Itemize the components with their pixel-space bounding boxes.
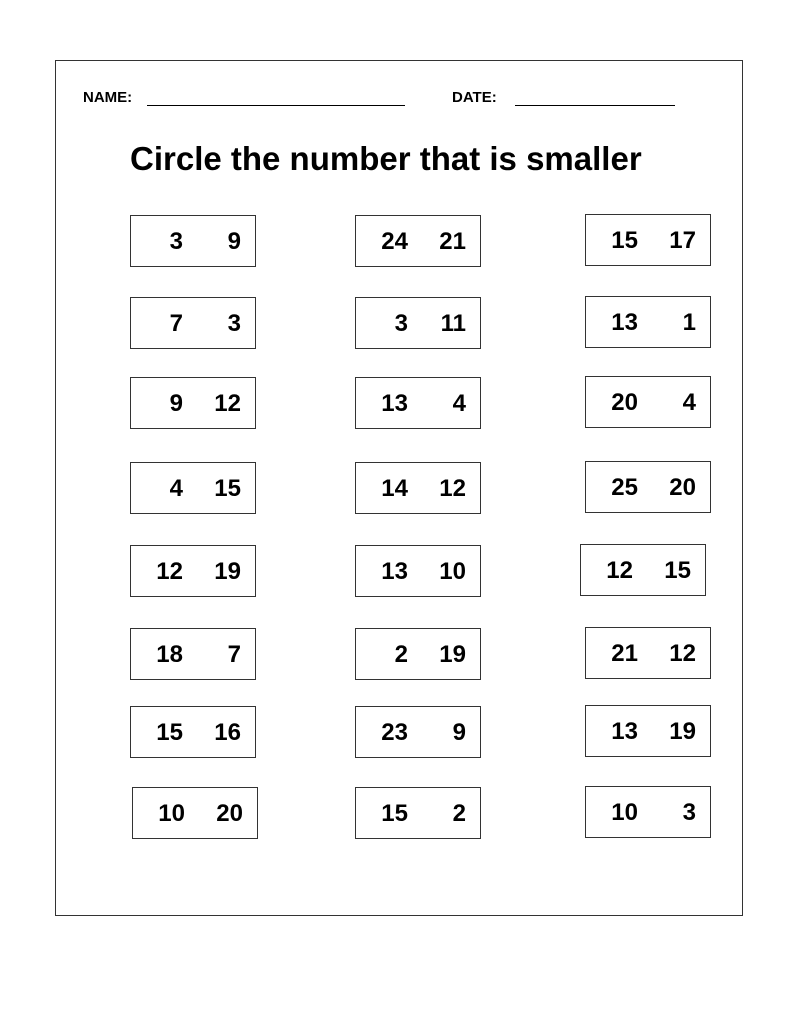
second-number[interactable]: 4: [452, 390, 466, 417]
second-number[interactable]: 4: [682, 389, 696, 416]
first-number[interactable]: 4: [169, 475, 183, 502]
first-number[interactable]: 12: [156, 558, 183, 585]
number-pair-box: [355, 628, 481, 680]
first-number[interactable]: 10: [611, 799, 638, 826]
number-pair-box: [130, 628, 256, 680]
first-number[interactable]: 7: [169, 310, 183, 337]
first-number[interactable]: 10: [158, 800, 185, 827]
name-label: NAME:: [83, 89, 133, 106]
number-pair-box: [585, 627, 711, 679]
first-number[interactable]: 20: [611, 389, 638, 416]
first-number[interactable]: 24: [381, 228, 408, 255]
number-pair-box: [585, 376, 711, 428]
number-pair-box: [580, 544, 706, 596]
number-pair-box: [585, 705, 711, 757]
second-number[interactable]: 2: [452, 800, 466, 827]
second-number[interactable]: 7: [227, 641, 241, 668]
name-field[interactable]: [147, 105, 405, 106]
second-number[interactable]: 15: [664, 557, 691, 584]
second-number[interactable]: 9: [227, 228, 241, 255]
first-number[interactable]: 15: [381, 800, 408, 827]
second-number[interactable]: 20: [669, 474, 696, 501]
second-number[interactable]: 19: [439, 641, 466, 668]
date-field[interactable]: [515, 105, 675, 106]
number-pair-box: [355, 462, 481, 514]
first-number[interactable]: 13: [381, 390, 408, 417]
second-number[interactable]: 21: [439, 228, 466, 255]
number-pair-box: [130, 462, 256, 514]
first-number[interactable]: 12: [606, 557, 633, 584]
first-number[interactable]: 9: [169, 390, 183, 417]
first-number[interactable]: 15: [611, 227, 638, 254]
number-pair-box: [585, 296, 711, 348]
first-number[interactable]: 21: [611, 640, 638, 667]
second-number[interactable]: 17: [669, 227, 696, 254]
date-label: DATE:: [452, 89, 497, 106]
first-number[interactable]: 13: [381, 558, 408, 585]
second-number[interactable]: 12: [439, 475, 466, 502]
number-pair-box: [585, 214, 711, 266]
second-number[interactable]: 20: [216, 800, 243, 827]
first-number[interactable]: 13: [611, 309, 638, 336]
second-number[interactable]: 16: [214, 719, 241, 746]
first-number[interactable]: 13: [611, 718, 638, 745]
number-pair-box: [585, 461, 711, 513]
first-number[interactable]: 2: [394, 641, 408, 668]
number-pair-box: [355, 377, 481, 429]
number-pair-box: [355, 545, 481, 597]
second-number[interactable]: 12: [669, 640, 696, 667]
number-pair-box: [132, 787, 258, 839]
number-pair-box: [130, 545, 256, 597]
first-number[interactable]: 25: [611, 474, 638, 501]
second-number[interactable]: 10: [439, 558, 466, 585]
second-number[interactable]: 9: [452, 719, 466, 746]
number-pair-box: [130, 377, 256, 429]
number-pair-box: [355, 215, 481, 267]
second-number[interactable]: 3: [227, 310, 241, 337]
second-number[interactable]: 19: [669, 718, 696, 745]
number-pair-box: [355, 706, 481, 758]
first-number[interactable]: 14: [381, 475, 408, 502]
second-number[interactable]: 19: [214, 558, 241, 585]
number-pair-box: [585, 786, 711, 838]
second-number[interactable]: 12: [214, 390, 241, 417]
number-pair-box: [130, 706, 256, 758]
first-number[interactable]: 23: [381, 719, 408, 746]
number-pair-box: [355, 787, 481, 839]
number-pair-box: [130, 297, 256, 349]
number-pair-box: [355, 297, 481, 349]
second-number[interactable]: 1: [682, 309, 696, 336]
number-pair-box: [130, 215, 256, 267]
second-number[interactable]: 3: [682, 799, 696, 826]
first-number[interactable]: 3: [169, 228, 183, 255]
page-title: Circle the number that is smaller: [130, 140, 642, 177]
first-number[interactable]: 3: [394, 310, 408, 337]
second-number[interactable]: 11: [440, 310, 466, 337]
first-number[interactable]: 18: [156, 641, 183, 668]
first-number[interactable]: 15: [156, 719, 183, 746]
second-number[interactable]: 15: [214, 475, 241, 502]
